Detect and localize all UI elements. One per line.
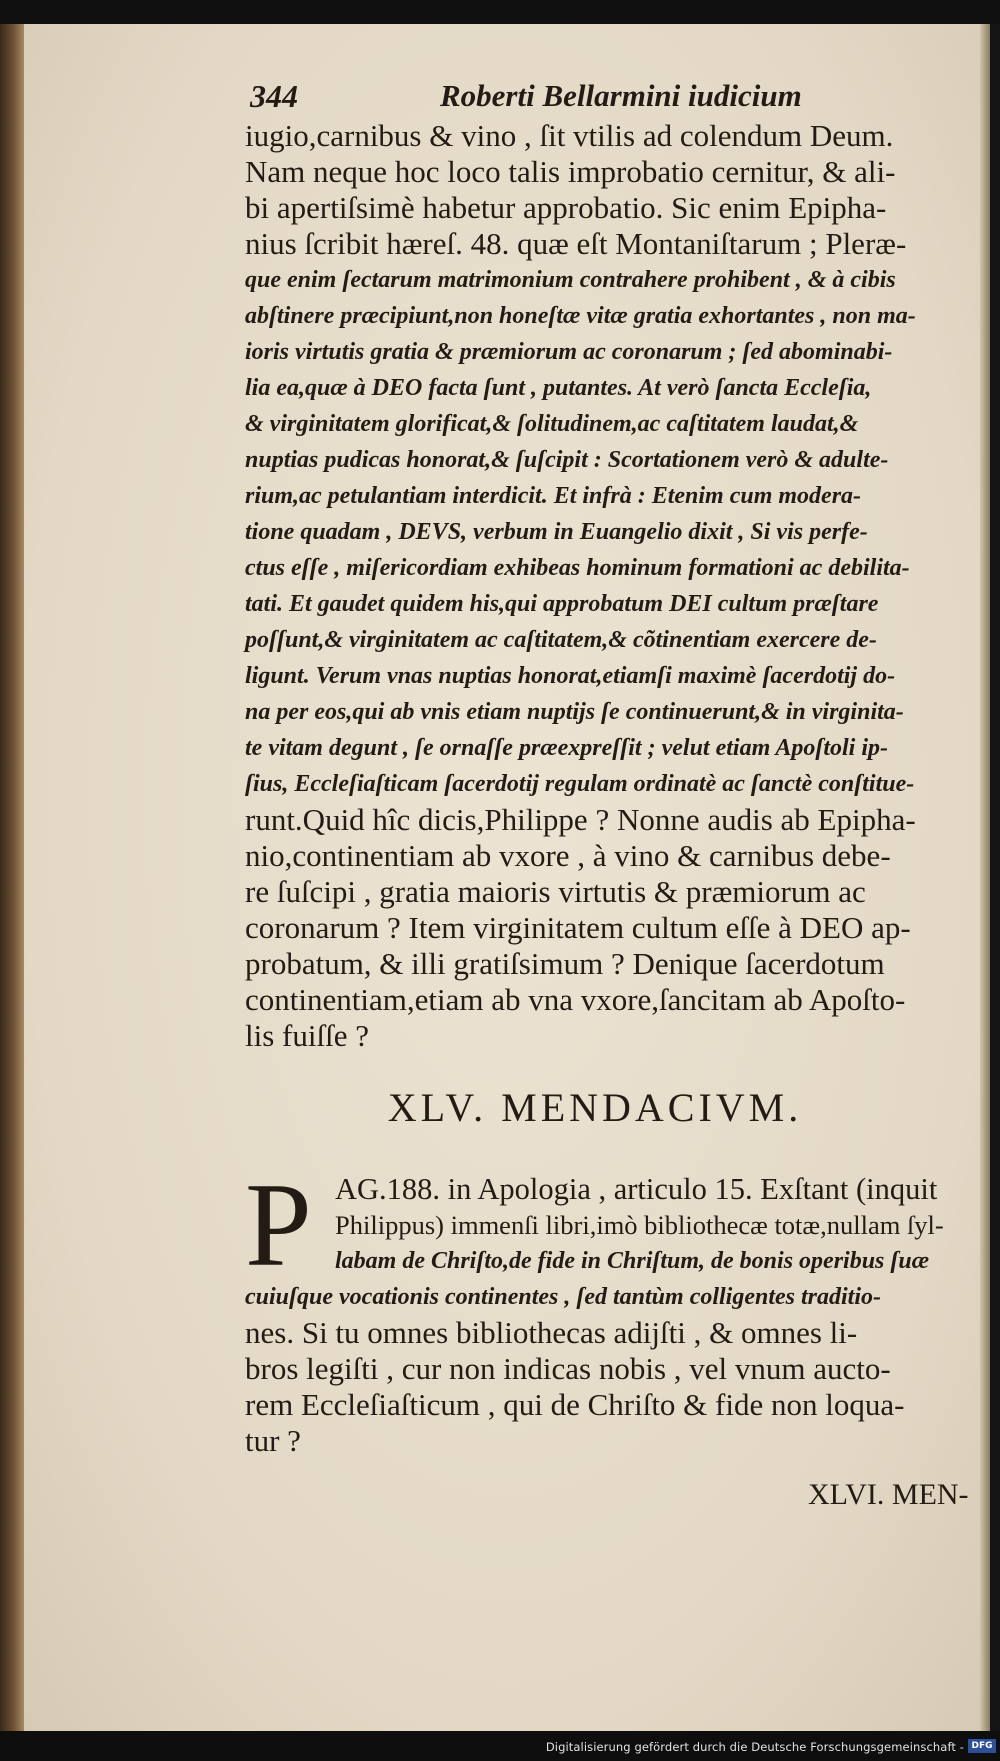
text-line: Philippus) immenſi libri,imò bibliothecæ totæ,nullam ſyl- <box>335 1210 944 1240</box>
text-line: tur ? <box>245 1423 301 1458</box>
text-line: re ſuſcipi , gratia maioris virtutis & præmiorum ac <box>245 874 866 909</box>
text-line: AG.188. in Apologia , articulo 15. Exſtant (inquit <box>335 1172 938 1206</box>
footer-credit: Digitalisierung gefördert durch die Deutsche Forschungsgemeinschaft - <box>545 1740 964 1754</box>
text-line: runt.Quid hîc dicis,Philippe ? Nonne audis ab Epipha- <box>245 802 916 837</box>
text-line: te vitam degunt , ſe ornaſſe præexpreſſit ; velut etiam Apoſtoli ip- <box>245 735 889 761</box>
text-line: lis fuiſſe ? <box>245 1018 369 1053</box>
scan-top-border <box>0 0 1000 24</box>
running-title: Roberti Bellarmini iudicium <box>440 78 802 113</box>
text-line: labam de Chriſto,de fide in Chriſtum, de bonis operibus ſuæ <box>335 1248 930 1274</box>
text-line: bros legiſti , cur non indicas nobis , vel vnum auctо- <box>245 1351 891 1386</box>
text-line: rium,ac petulantiam interdicit. Et infrà : Etenim cum modera- <box>245 483 862 509</box>
text-line: nio,continentiam ab vxore , à vino & carnibus debe- <box>245 838 891 873</box>
text-line: cuiuſque vocationis continentes , ſed tantùm colligentes traditio- <box>245 1284 882 1310</box>
footer-bar <box>0 1731 1000 1761</box>
text-line: que enim ſectarum matrimonium contrahere prohibent , & à cibis <box>245 267 896 293</box>
text-line: nius ſcribit hæreſ. 48. quæ eſt Montaniſtarum ; Pleræ- <box>245 226 907 261</box>
text-line: continentiam,etiam ab vna vxore,ſancitam ab Apoſto- <box>245 982 906 1017</box>
text-line: tati. Et gaudet quidem his,qui approbatum DEI cultum præſtare <box>245 591 879 617</box>
page-edge-shadow <box>980 24 990 1731</box>
text-line: bi apertiſsimè habetur approbatio. Sic enim Epipha- <box>245 190 887 225</box>
text-line: nes. Si tu omnes bibliothecas adijſti , & omnes li- <box>245 1315 858 1350</box>
text-line: iugio,carnibus & vino , ſit vtilis ad colendum Deum. <box>245 118 894 153</box>
book-spine <box>0 24 24 1731</box>
text-line: ioris virtutis gratia & præmiorum ac coronarum ; ſed abominabi- <box>245 339 893 365</box>
drop-cap: P <box>245 1158 312 1291</box>
text-line: rem Eccleſiaſticum , qui de Chriſto & fide non loqua- <box>245 1387 905 1422</box>
text-line: probatum, & illi gratiſsimum ? Denique ſacerdotum <box>245 946 885 981</box>
text-line: ligunt. Verum vnas nuptias honorat,etiamſi maximè ſacerdotij do- <box>245 663 896 689</box>
text-line: coronarum ? Item virginitatem cultum eſſe à DEO ap- <box>245 910 911 945</box>
text-line: nuptias pudicas honorat,& ſuſcipit : Scortationem verò & adulte- <box>245 447 889 473</box>
text-line: na per eos,qui ab vnis etiam nuptijs ſe continuerunt,& in virginita- <box>245 699 904 725</box>
text-line: tione quadam , DEVS, verbum in Euangelio dixit , Si vis perfe- <box>245 519 868 545</box>
text-line: abſtinere præcipiunt,non honeſtæ vitæ gratia exhortantes , non ma- <box>245 303 916 329</box>
catchword: XLVI. MEN- <box>808 1478 969 1511</box>
text-line: poſſunt,& virginitatem ac caſtitatem,& cõtinentiam exercere de- <box>245 627 877 653</box>
section-heading: XLV. MENDACIVM. <box>387 1085 803 1130</box>
text-line: ſius, Eccleſiaſticam ſacerdotij regulam ordinatè ac ſanctè conſtitue- <box>245 771 915 797</box>
page-number: 344 <box>250 78 298 114</box>
dfg-logo: DFG <box>968 1739 996 1753</box>
text-line: Nam neque hoc loco talis improbatio cernitur, & ali- <box>245 154 896 189</box>
text-line: lia ea,quæ à DEO facta ſunt , putantes. At verò ſancta Eccleſia, <box>245 375 872 401</box>
text-line: ctus eſſe , miſericordiam exhibeas hominum formationi ac debilita- <box>245 555 910 581</box>
text-line: & virginitatem glorificat,& ſolitudinem,ac caſtitatem laudat,& <box>245 411 859 437</box>
